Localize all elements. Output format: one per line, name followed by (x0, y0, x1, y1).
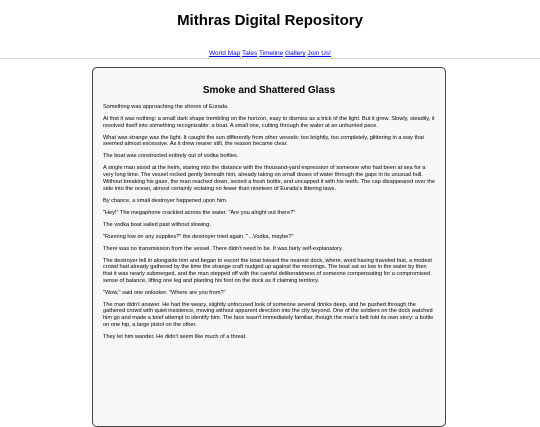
header-divider (0, 58, 540, 59)
nav-link-world-map[interactable]: World Map (209, 50, 241, 57)
story-paragraph: "Wow," said one onlooker. "Where are you from?" (103, 289, 226, 296)
nav-link-join-us[interactable]: Join Us! (307, 50, 331, 57)
story-paragraph: "Running low on any supplies?" the destroyer tried again. "...Vodka, maybe?" (103, 233, 294, 240)
site-header (0, 0, 540, 58)
story-paragraph: A single man stood at the helm, staring into the distance with the thousand-yard expression of someone who had been at sea for a very long time. The vessel rocked gently beneath him, already taking on small doses of water through the gaps in its unusual hull. Without breaking his gaze, the man reached down, seized a fresh bottle, and uncapped it with his teeth. The cap disappeared over the side into the ocean, almost certainly violating no fewer than nineteen of Eurada's littering laws. (103, 165, 436, 192)
nav-link-gallery[interactable]: Gallery (285, 50, 306, 57)
story-paragraph: The boat was constructed entirely out of vodka bottles. (103, 153, 239, 160)
story-paragraph: By chance, a small destroyer happened upon him. (103, 197, 228, 204)
main-nav (0, 50, 540, 58)
nav-link-timeline[interactable]: Timeline (258, 50, 284, 57)
story-paragraph: The vodka boat sailed past without slowing. (103, 221, 211, 228)
story-paragraph: "Hey!" The megaphone crackled across the water. "Are you alright out there?" (103, 209, 296, 216)
story-paragraph: They let him wander. He didn't seem like much of a threat. (103, 333, 247, 340)
site-title: Mithras Digital Repository (177, 12, 363, 29)
story-body (103, 104, 435, 340)
story-paragraph: At first it was nothing: a small dark shape trembling on the horizon, easy to dismiss as a trick of the light. But it grew. Slowly, steadily, it resolved itself into something recognizable: a boat. A small one, cutting through the water at an unhurried pace. (103, 116, 435, 129)
story-paragraph: Something was approaching the shores of Eurada. (103, 104, 229, 110)
story-card (92, 67, 446, 427)
story-paragraph: The man didn't answer. He had the weary, slightly unfocused look of someone several drinks deep, and he pushed through the gathered crowd with quiet insistence, moving without apparent direction into the city beyond. One of the soldiers on the dock watched him go and made a brief attempt to identify him. The face wasn't immediately familiar, though the man's belt told its own story: a bottle on one hip, a large pistol on the other. (103, 301, 434, 328)
story-title: Smoke and Shattered Glass (202, 85, 336, 96)
story-paragraph: The destroyer fell in alongside him and began to escort the boat toward the nearest dock, where, word having traveled fast, a modest crowd had already gathered by the time the strange craft nudged up against the moorings. The boat sat so low in the water by then that it was nearly submerged, and the man stepped off with the careful deliberateness of someone compensating for a compromised sense of balance, lifting one leg and planting his foot on the dock as if claiming territory. (103, 257, 432, 284)
nav-link-tales[interactable]: Tales (242, 50, 258, 57)
story-paragraph: What was strange was the light. It caught the sun differently from other vessels: too brightly, too completely, glittering in a way that seemed almost excessive. As it drew nearer still, the reason became clear. (103, 134, 424, 148)
story-paragraph: There was no transmission from the vessel. There didn't need to be. It was fairly self-explanatory. (103, 245, 343, 252)
